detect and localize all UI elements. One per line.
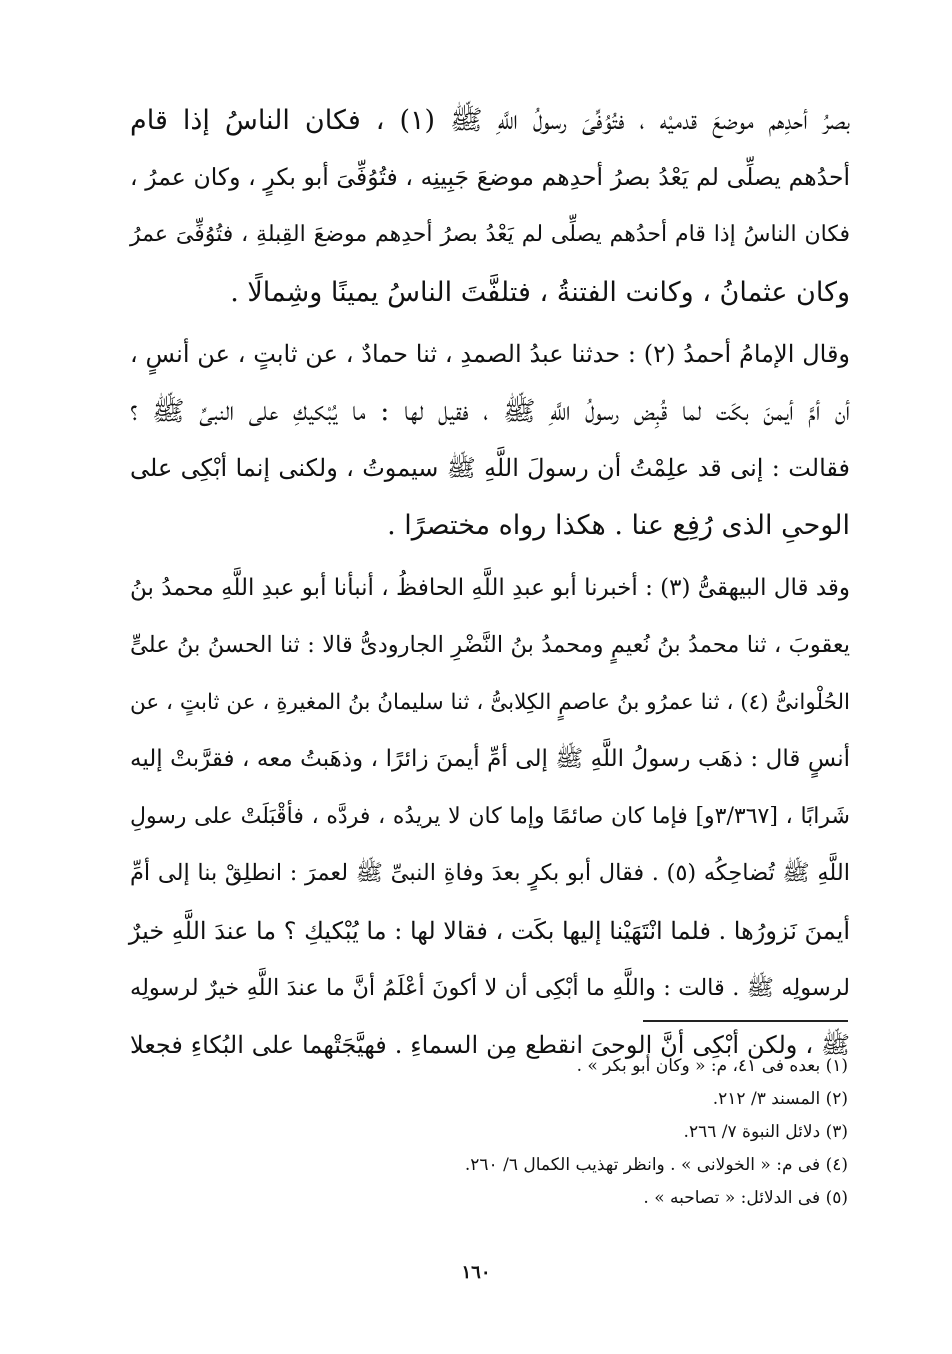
text-line: أيمنَ نَزورُها . فلما انْتَهَيْنا إليها بكَت ، فقالا لها : ما يُبْكيكِ ؟ ما عندَ اللَّهِ خيرٌ — [128, 916, 850, 945]
paragraph-3 — [130, 560, 850, 1075]
text-line: شَرابًا ، [٣/٣٦٧و] فإما كان صائمًا وإما كان لا يريدُه ، فردَّه ، فأقْبَلَتْ على رسولِ — [130, 804, 850, 830]
text-line: اللَّهِ ﷺ تُضاحِكُه (٥) . فقال أبو بكرٍ بعدَ وفاةِ النبىِّ ﷺ لعمرَ : انطلِقْ بنا إلى أمِّ — [130, 860, 850, 887]
text-line: أحدُهم يصلِّى لم يَعْدُ بصرُ أحدِهم موضعَ جَبِينِه ، فتُوُفِّىَ أبو بكرٍ ، وكان عمرُ ، — [130, 163, 850, 192]
footnote-4: (٤) فى م: « الخولانى » . وانظر تهذيب الكمال ٦/ ٢٦٠. — [464, 1155, 848, 1175]
text-line: وكان عثمانُ ، وكانت الفتنةُ ، فتلفَّتَ الناسُ يمينًا وشِمالًا . — [230, 276, 850, 308]
footnote-1: (١) بعده فى ٤١، م: « وكان أبو بكر » . — [576, 1056, 848, 1076]
paragraph-1 — [130, 92, 850, 321]
text-line: وقال الإمامُ أحمدُ (٢) : حدثنا عبدُ الصمدِ ، ثنا حمادٌ ، عن ثابتٍ ، عن أنسٍ ، — [130, 339, 851, 368]
text-line: ﷺ ، ولكن أبْكِى أنَّ الوحىَ انقطع مِن السماءِ . فهيَّجَتْهما على البُكاءِ فجعلا — [130, 1031, 850, 1059]
text-line: فقالت : إنى قد علِمْتُ أن رسولَ اللَّهِ ﷺ سيموتُ ، ولكنى إنما أبْكِى على — [130, 454, 850, 483]
footnote-3: (٣) دلائل النبوة ٧/ ٢٦٦. — [683, 1122, 848, 1142]
page-number: ١٦٠ — [461, 1262, 491, 1283]
text-line: لرسولِه ﷺ . قالت : واللَّهِ ما أبْكِى أن لا أكونَ أعْلَمُ أنَّ ما عندَ اللَّهِ خيرٌ لرسولِه — [130, 974, 850, 1001]
text-line: بصرُ أحدِهم موضعَ قدميْه ، فتُوُفِّىَ رسولُ اللَّهِ ﷺ (١) ، فكان الناسُ إذا قام — [130, 105, 850, 136]
text-line: أنسٍ قال : ذهَب رسولُ اللَّهِ ﷺ إلى أمِّ أيمنَ زائرًا ، وذهَبتُ معه ، فقرَّبتْ إليه — [130, 746, 850, 773]
footnote-2: (٢) المسند ٣/ ٢١٢. — [712, 1089, 848, 1109]
paragraph-2 — [130, 326, 850, 555]
text-line: الحُلْوانىُّ (٤) ، ثنا عمرُو بنُ عاصمٍ الكِلابىُّ ، ثنا سليمانُ بنُ المغيرةِ ، عن ثابتٍ ، عن — [130, 689, 850, 715]
text-line: فكان الناسُ إذا قام أحدُهم يصلِّى لم يَعْدُ بصرُ أحدِهم موضعَ القِبلةِ ، فتُوُفِّىَ عمرُ — [130, 222, 850, 248]
text-line: الوحىِ الذى رُفِع عنا . هكذا رواه مختصرًا . — [387, 510, 850, 542]
text-line: وقد قال البيهقىُّ (٣) : أخبرنا أبو عبدِ اللَّهِ الحافظُ ، أنبأنا أبو عبدِ اللَّهِ محمدُ بنُ — [130, 574, 850, 601]
text-line: أن أمَّ أيمنَ بكَت لما قُبِض رسولُ اللَّهِ ﷺ ، فقيل لها : ما يُبْكيكِ على النبىِّ ﷺ ؟ — [130, 395, 850, 427]
footnote-divider — [643, 1020, 848, 1022]
footnote-5: (٥) فى الدلائل: « تصاحبه » . — [643, 1188, 848, 1208]
main-text — [130, 92, 850, 1079]
text-line: يعقوبَ ، ثنا محمدُ بنُ نُعيمٍ ومحمدُ بنُ النَّضْرِ الجارودىُّ قالا : ثنا الحسنُ بنُ علىٍّ — [130, 631, 850, 658]
footnotes — [328, 1050, 848, 1215]
